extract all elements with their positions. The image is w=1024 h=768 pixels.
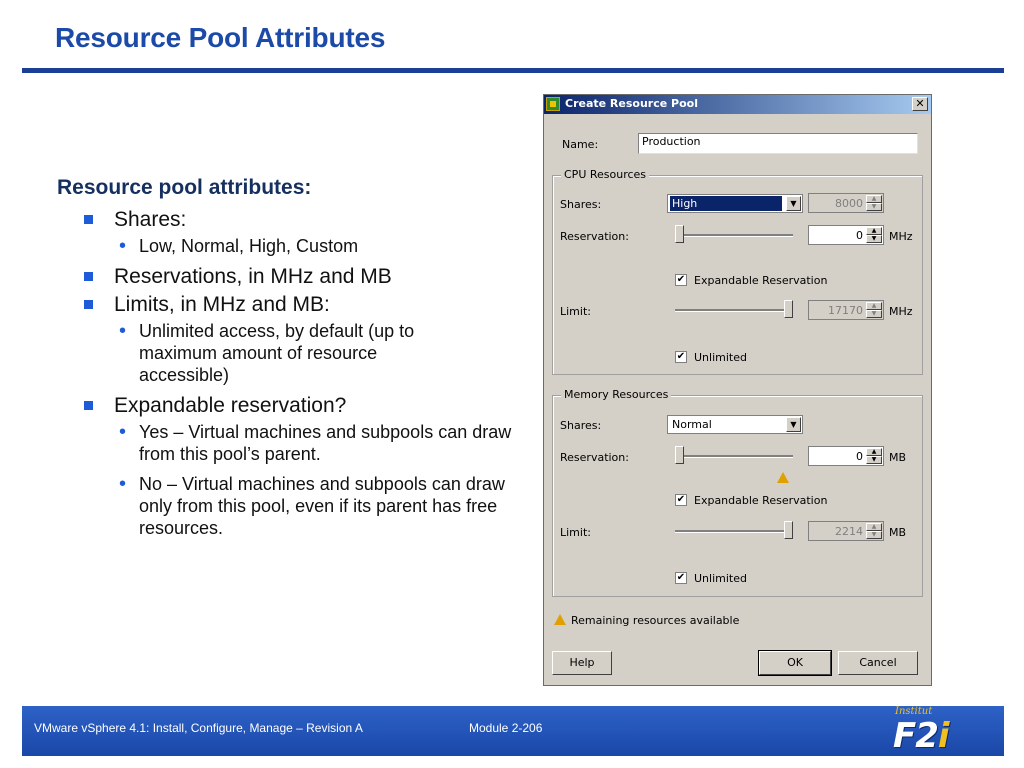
logo-mark-accent: i xyxy=(937,716,949,756)
f2i-logo xyxy=(893,716,949,756)
square-bullet-icon xyxy=(84,215,93,224)
memory-shares-dropdown[interactable] xyxy=(667,415,803,434)
spinner-buttons[interactable] xyxy=(866,448,882,464)
chevron-down-icon[interactable]: ▼ xyxy=(786,196,801,211)
bullet-item xyxy=(57,265,527,289)
logo-mark-text: F2 xyxy=(893,716,938,756)
bullet-item xyxy=(57,394,527,418)
spin-down-icon[interactable]: ▼ xyxy=(866,235,882,243)
memory-group-label: Memory Resources xyxy=(561,388,671,401)
dot-bullet-icon: • xyxy=(119,421,127,443)
help-button[interactable]: Help xyxy=(552,651,612,675)
spin-down-icon[interactable]: ▼ xyxy=(866,456,882,464)
spin-up-icon: ▲ xyxy=(866,195,882,203)
spin-down-icon: ▼ xyxy=(866,203,882,211)
memory-limit-stepper xyxy=(808,521,884,541)
cpu-shares-value: High xyxy=(670,196,782,211)
cpu-limit-unit: MHz xyxy=(889,305,913,318)
bullet-text: Expandable reservation? xyxy=(114,394,347,417)
memory-expandable-label: Expandable Reservation xyxy=(694,494,828,507)
spinner-buttons xyxy=(866,195,882,211)
cpu-shares-dropdown[interactable] xyxy=(667,194,803,213)
cpu-unlimited-label: Unlimited xyxy=(694,351,747,364)
dialog-title: Create Resource Pool xyxy=(565,97,698,110)
square-bullet-icon xyxy=(84,272,93,281)
memory-reservation-slider-track[interactable] xyxy=(675,455,793,458)
memory-limit-value: 2214 xyxy=(835,525,863,538)
spin-down-icon: ▼ xyxy=(866,531,882,539)
bullet-text: Shares: xyxy=(114,208,187,231)
bullet-item xyxy=(57,293,527,317)
memory-reservation-stepper[interactable] xyxy=(808,446,884,466)
dot-bullet-icon: • xyxy=(119,320,127,342)
sub-bullet-item xyxy=(57,235,527,257)
spinner-buttons[interactable] xyxy=(866,227,882,243)
memory-reservation-unit: MB xyxy=(889,451,907,464)
sub-bullet-text: Yes – Virtual machines and subpools can draw from this pool’s parent. xyxy=(139,422,512,464)
warning-triangle-icon xyxy=(554,614,566,625)
memory-expandable-checkbox[interactable]: ✔ xyxy=(676,494,686,505)
sub-bullet-text: Unlimited access, by default (up to maximum amount of resource accessible) xyxy=(139,321,415,385)
memory-limit-label: Limit: xyxy=(560,526,591,539)
slide-title: Resource Pool Attributes xyxy=(55,22,386,53)
memory-reservation-slider-thumb[interactable] xyxy=(675,446,684,464)
cpu-limit-value: 17170 xyxy=(828,304,863,317)
memory-limit-slider-track xyxy=(675,530,793,533)
dot-bullet-icon: • xyxy=(119,235,127,257)
memory-shares-label: Shares: xyxy=(560,419,602,432)
cpu-limit-slider-track xyxy=(675,309,793,312)
cancel-button[interactable]: Cancel xyxy=(838,651,918,675)
cpu-group-label: CPU Resources xyxy=(561,168,649,181)
memory-resources-group xyxy=(552,388,923,597)
memory-limit-unit: MB xyxy=(889,526,907,539)
cpu-reservation-value: 0 xyxy=(856,229,863,242)
cpu-expandable-label: Expandable Reservation xyxy=(694,274,828,287)
cpu-reservation-slider-track[interactable] xyxy=(675,234,793,237)
cpu-resources-group xyxy=(552,168,923,375)
memory-limit-slider-thumb xyxy=(784,521,793,539)
spin-up-icon[interactable]: ▲ xyxy=(866,448,882,456)
bullet-text: Reservations, in MHz and MB xyxy=(114,265,392,288)
square-bullet-icon xyxy=(84,401,93,410)
resource-pool-icon xyxy=(546,97,560,111)
sub-bullet-text: Low, Normal, High, Custom xyxy=(139,236,359,256)
footer-bar xyxy=(22,706,1004,756)
bullet-text: Limits, in MHz and MB: xyxy=(114,293,330,316)
cpu-reservation-unit: MHz xyxy=(889,230,913,243)
dialog-titlebar[interactable] xyxy=(544,95,931,114)
ok-button[interactable]: OK xyxy=(759,651,831,675)
footer-course-title: VMware vSphere 4.1: Install, Configure, Manage – Revision A xyxy=(34,721,363,735)
bullet-content xyxy=(57,176,527,547)
square-bullet-icon xyxy=(84,300,93,309)
spin-down-icon: ▼ xyxy=(866,310,882,318)
sub-bullet-item xyxy=(57,421,519,465)
cpu-limit-stepper xyxy=(808,300,884,320)
spin-up-icon: ▲ xyxy=(866,302,882,310)
cpu-expandable-checkbox[interactable]: ✔ xyxy=(676,274,686,285)
content-heading: Resource pool attributes: xyxy=(57,176,312,199)
sub-bullet-item xyxy=(57,320,439,386)
memory-unlimited-checkbox[interactable]: ✔ xyxy=(676,572,686,583)
cpu-reservation-slider-thumb[interactable] xyxy=(675,225,684,243)
title-divider xyxy=(22,68,1004,73)
cpu-reservation-label: Reservation: xyxy=(560,230,629,243)
remaining-resources-text: Remaining resources available xyxy=(571,614,740,627)
spin-up-icon: ▲ xyxy=(866,523,882,531)
memory-shares-value: Normal xyxy=(672,418,712,431)
name-label: Name: xyxy=(562,138,599,151)
cpu-reservation-stepper[interactable] xyxy=(808,225,884,245)
memory-reservation-label: Reservation: xyxy=(560,451,629,464)
sub-bullet-item xyxy=(57,473,519,539)
close-button[interactable]: ✕ xyxy=(912,97,928,111)
logo-brand-text: Institut xyxy=(895,706,933,717)
cpu-shares-number-field xyxy=(808,193,884,213)
bullet-item xyxy=(57,208,527,232)
name-input[interactable]: Production xyxy=(638,133,918,154)
cpu-limit-slider-thumb xyxy=(784,300,793,318)
cpu-shares-label: Shares: xyxy=(560,198,602,211)
dot-bullet-icon: • xyxy=(119,473,127,495)
sub-bullet-text: No – Virtual machines and subpools can draw only from this pool, even if its parent has free resources. xyxy=(139,474,505,538)
memory-unlimited-label: Unlimited xyxy=(694,572,747,585)
cpu-shares-number: 8000 xyxy=(835,197,863,210)
memory-reservation-value: 0 xyxy=(856,450,863,463)
footer-module-number: Module 2-206 xyxy=(469,721,543,735)
spinner-buttons xyxy=(866,523,882,539)
chevron-down-icon[interactable]: ▼ xyxy=(786,417,801,432)
warning-triangle-icon xyxy=(777,472,789,483)
cpu-unlimited-checkbox[interactable]: ✔ xyxy=(676,351,686,362)
spinner-buttons xyxy=(866,302,882,318)
spin-up-icon[interactable]: ▲ xyxy=(866,227,882,235)
cpu-limit-label: Limit: xyxy=(560,305,591,318)
create-resource-pool-dialog xyxy=(543,94,932,686)
